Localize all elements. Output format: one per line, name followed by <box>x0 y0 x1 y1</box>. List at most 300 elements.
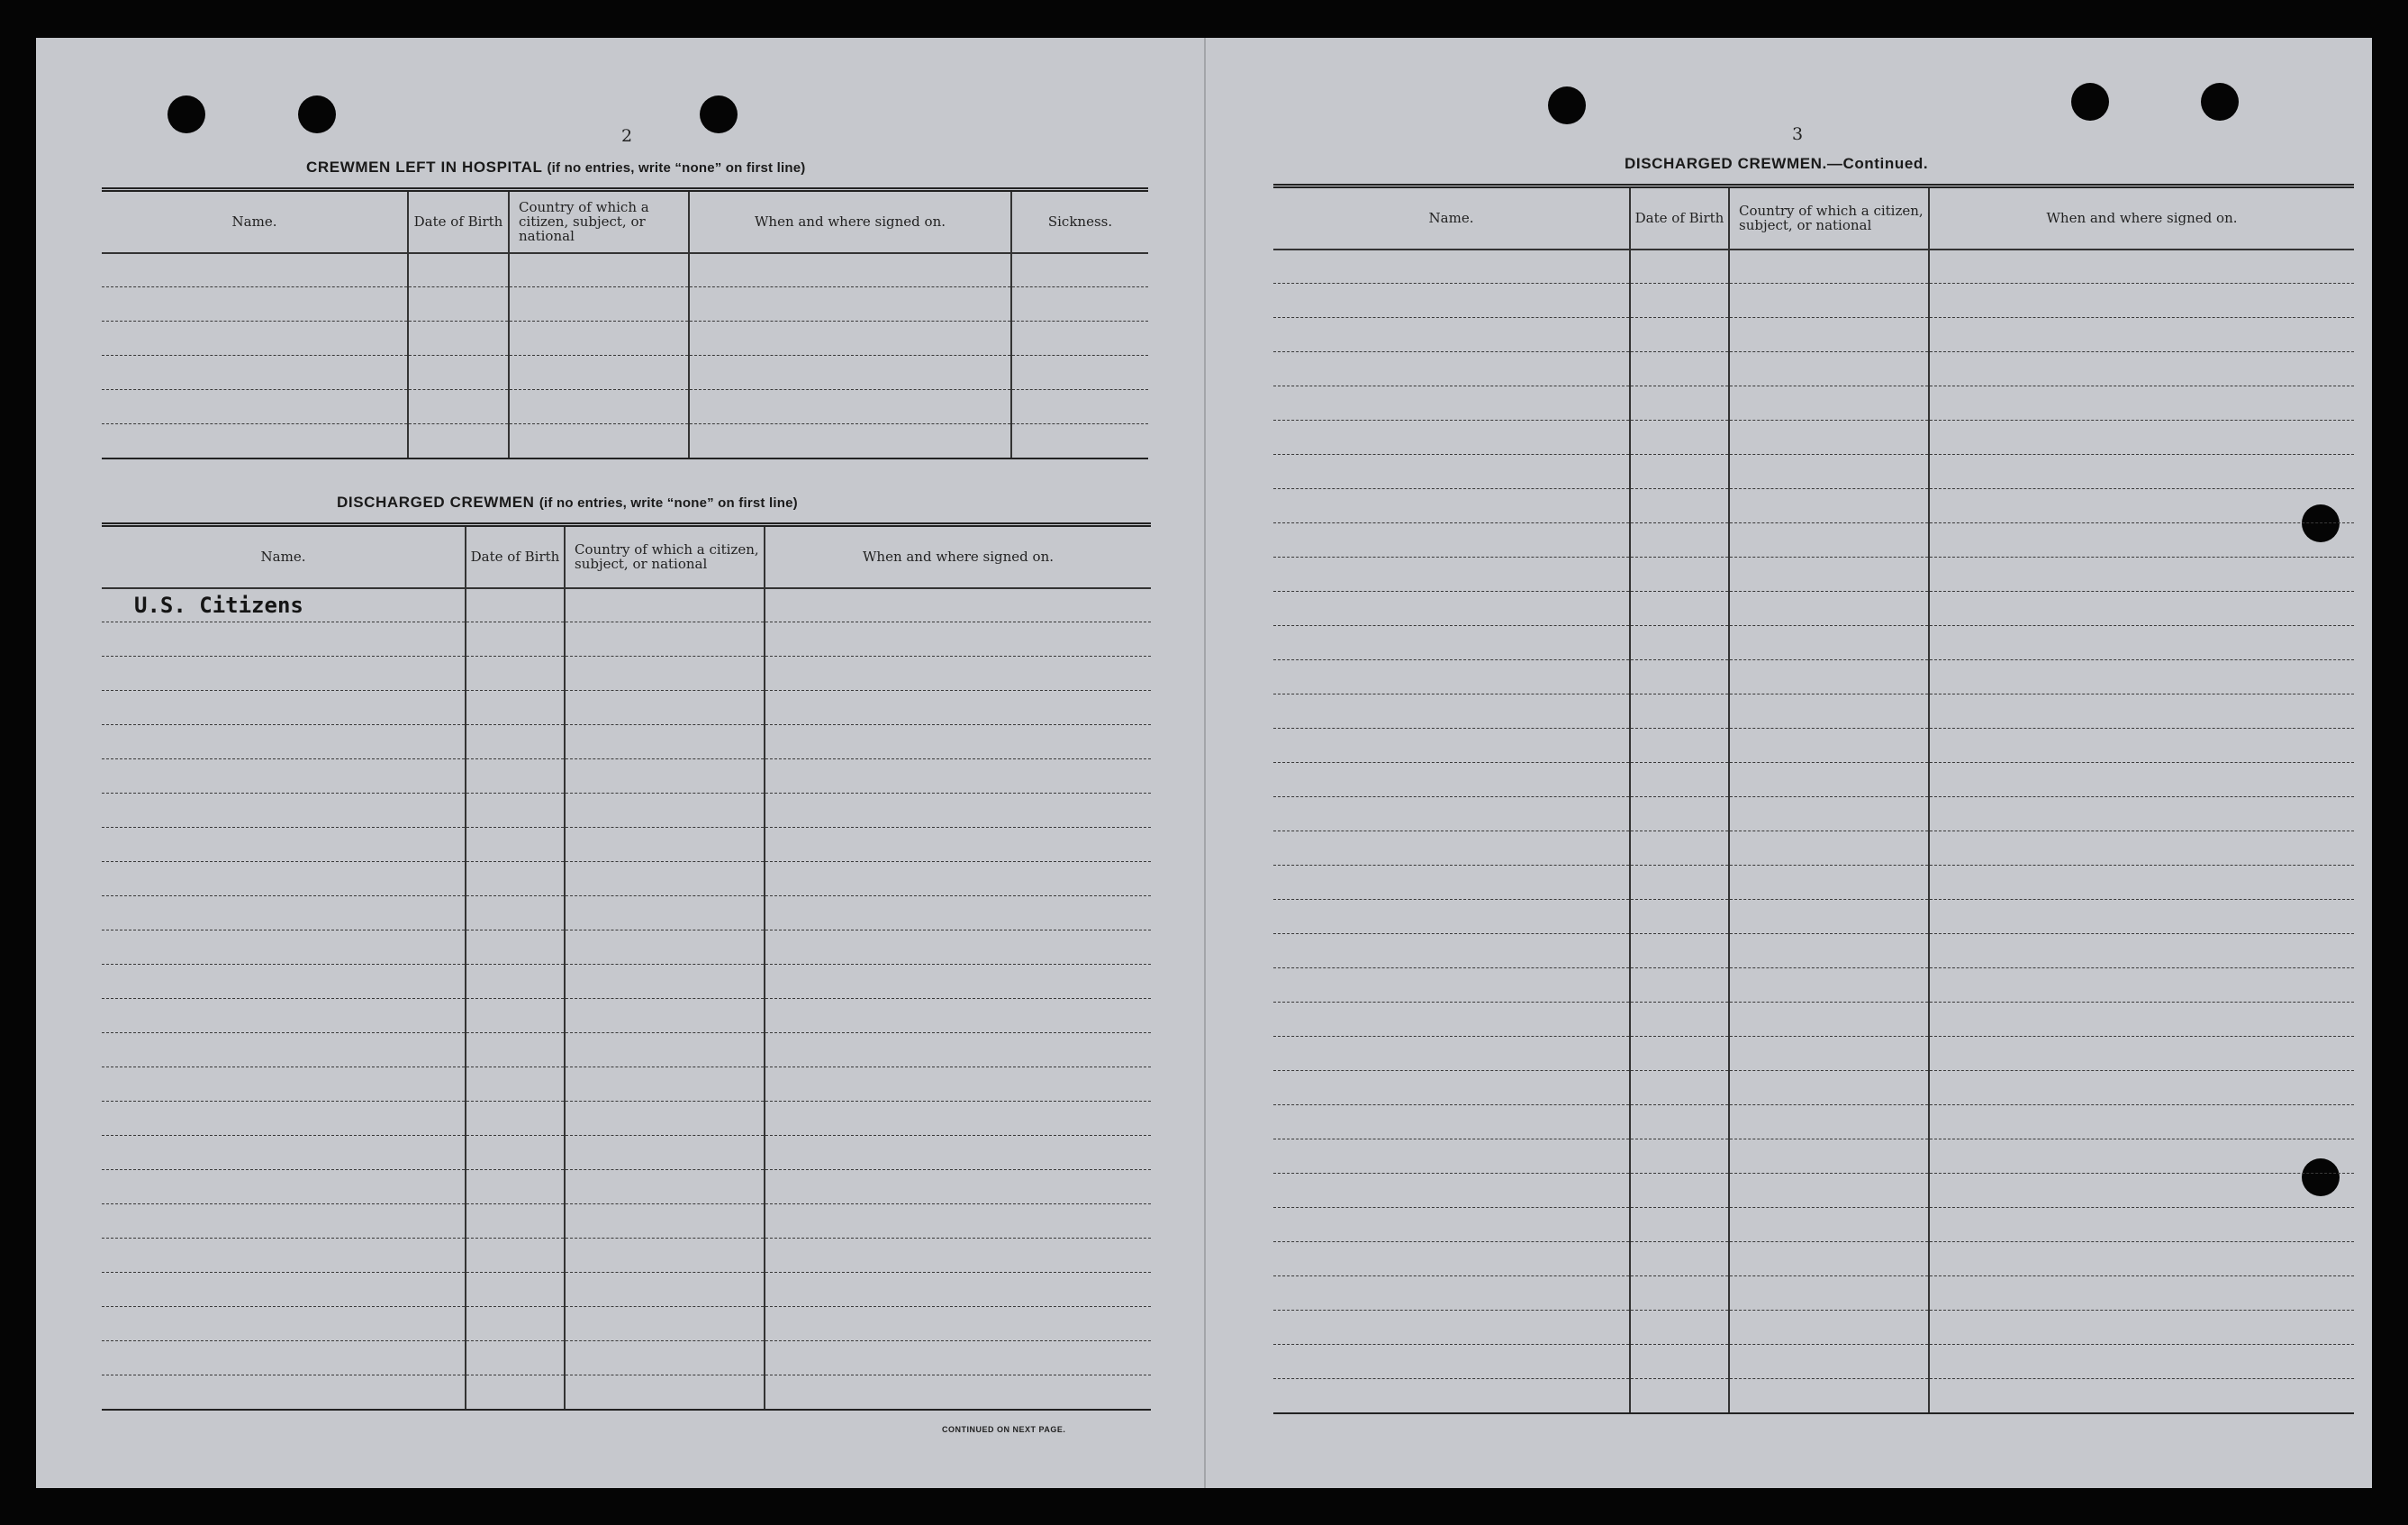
table-cell <box>1929 694 2354 729</box>
table-row <box>102 828 1151 862</box>
punch-hole <box>167 95 205 133</box>
table-cell <box>466 588 565 622</box>
table-cell <box>1929 729 2354 763</box>
table-cell <box>466 1033 565 1067</box>
table-cell <box>765 794 1151 828</box>
table-cell <box>102 287 408 322</box>
table-cell <box>689 287 1011 322</box>
table-row <box>1273 489 2354 523</box>
table-cell <box>1729 421 1929 455</box>
table-cell <box>102 356 408 390</box>
table-cell <box>1273 489 1630 523</box>
table-cell <box>765 725 1151 759</box>
table-cell <box>1929 558 2354 592</box>
table-cell <box>1929 318 2354 352</box>
table-cell <box>1729 1208 1929 1242</box>
col-date-of-birth: Date of Birth <box>408 190 509 253</box>
continued-footer: CONTINUED ON NEXT PAGE. <box>942 1425 1066 1434</box>
table-row <box>102 622 1151 657</box>
table-row <box>102 1102 1151 1136</box>
table-row <box>1273 900 2354 934</box>
table-cell <box>565 1375 765 1410</box>
table-row <box>102 1375 1151 1410</box>
table-row <box>102 424 1148 458</box>
table-cell <box>102 622 466 657</box>
table-cell <box>1729 729 1929 763</box>
table-cell <box>1273 352 1630 386</box>
table-cell <box>565 1273 765 1307</box>
col-country: Country of which a citizen, subject, or national <box>509 190 689 253</box>
table-cell <box>1929 1242 2354 1276</box>
table-cell <box>1729 523 1929 558</box>
table-cell <box>466 759 565 794</box>
table-cell <box>1630 1379 1729 1413</box>
table-cell <box>1729 592 1929 626</box>
table-cell <box>1929 968 2354 1003</box>
table-cell <box>509 390 689 424</box>
table-cell <box>102 725 466 759</box>
table-cell <box>408 253 509 287</box>
table-row <box>1273 1003 2354 1037</box>
table-cell <box>1630 1105 1729 1139</box>
table-cell <box>765 1375 1151 1410</box>
discharged-continued-title: DISCHARGED CREWMEN.—Continued. <box>1625 155 1929 172</box>
table-cell <box>466 1170 565 1204</box>
entry-name: U.S. Citizens <box>102 588 466 622</box>
table-cell <box>466 862 565 896</box>
table-cell <box>565 1239 765 1273</box>
table-cell <box>1729 900 1929 934</box>
table-cell <box>1929 1071 2354 1105</box>
table-row <box>102 862 1151 896</box>
table-cell <box>1929 592 2354 626</box>
table-cell <box>1630 831 1729 866</box>
table-cell <box>466 1136 565 1170</box>
table-cell <box>1630 284 1729 318</box>
col-name: Name. <box>102 525 466 588</box>
table-cell <box>565 1102 765 1136</box>
table-cell <box>1630 489 1729 523</box>
table-cell <box>408 287 509 322</box>
page-number-right: 3 <box>1792 124 1804 144</box>
table-cell <box>1630 694 1729 729</box>
table-cell <box>102 424 408 458</box>
table-cell <box>565 965 765 999</box>
table-row <box>1273 968 2354 1003</box>
table-cell <box>565 1341 765 1375</box>
table-cell <box>565 725 765 759</box>
table-row <box>1273 455 2354 489</box>
table-row <box>102 725 1151 759</box>
table-row <box>1273 523 2354 558</box>
table-cell <box>765 759 1151 794</box>
table-cell <box>765 965 1151 999</box>
table-cell <box>1729 694 1929 729</box>
table-cell <box>1630 1139 1729 1174</box>
table-cell <box>1729 660 1929 694</box>
table-cell <box>1630 1071 1729 1105</box>
table-cell <box>1929 1276 2354 1311</box>
table-row <box>1273 797 2354 831</box>
table-cell <box>1630 1242 1729 1276</box>
table-row <box>102 657 1151 691</box>
table-cell <box>565 1307 765 1341</box>
punch-hole <box>1548 86 1586 124</box>
table-cell <box>1630 352 1729 386</box>
table-cell <box>1011 356 1148 390</box>
punch-hole <box>2201 83 2239 121</box>
table-cell <box>466 1375 565 1410</box>
table-cell <box>102 930 466 965</box>
table-cell <box>765 1170 1151 1204</box>
table-cell <box>1729 626 1929 660</box>
table-cell <box>765 1067 1151 1102</box>
table-cell <box>1929 1139 2354 1174</box>
table-cell <box>1630 934 1729 968</box>
table-cell <box>1011 424 1148 458</box>
table-row <box>102 1170 1151 1204</box>
table-cell <box>466 1273 565 1307</box>
page-number-left: 2 <box>621 126 633 146</box>
table-cell <box>1273 1139 1630 1174</box>
table-cell <box>1729 831 1929 866</box>
discharged-title: DISCHARGED CREWMEN <box>337 494 535 511</box>
table-row <box>102 1136 1151 1170</box>
table-cell <box>1929 1037 2354 1071</box>
table-row <box>1273 1037 2354 1071</box>
table-cell <box>1929 284 2354 318</box>
table-cell <box>102 253 408 287</box>
table-cell <box>102 862 466 896</box>
table-cell <box>1929 1174 2354 1208</box>
table-cell <box>1729 318 1929 352</box>
table-cell <box>466 657 565 691</box>
table-cell <box>1630 968 1729 1003</box>
table-cell <box>466 828 565 862</box>
table-cell <box>565 896 765 930</box>
discharged-title-note: (if no entries, write “none” on first line) <box>539 495 798 511</box>
table-row <box>1273 284 2354 318</box>
table-cell <box>1929 660 2354 694</box>
table-row <box>1273 592 2354 626</box>
table-cell <box>1630 660 1729 694</box>
table-cell <box>765 1204 1151 1239</box>
table-cell <box>1729 1311 1929 1345</box>
table-row <box>102 1067 1151 1102</box>
table-row <box>102 253 1148 287</box>
table-cell <box>1273 660 1630 694</box>
table-cell <box>765 999 1151 1033</box>
table-cell <box>1929 1208 2354 1242</box>
table-row <box>1273 352 2354 386</box>
table-cell <box>1273 1242 1630 1276</box>
table-cell <box>1929 1345 2354 1379</box>
table-row <box>1273 1276 2354 1311</box>
table-cell <box>1273 968 1630 1003</box>
hospital-title-note: (if no entries, write “none” on first line) <box>547 160 806 176</box>
table-row <box>102 1273 1151 1307</box>
table-cell <box>408 390 509 424</box>
table-cell <box>765 622 1151 657</box>
table-cell <box>102 1204 466 1239</box>
table-row <box>102 1239 1151 1273</box>
table-cell <box>466 691 565 725</box>
table-cell <box>1929 1003 2354 1037</box>
table-cell <box>565 657 765 691</box>
table-row <box>102 794 1151 828</box>
table-cell <box>466 965 565 999</box>
table-cell <box>1729 797 1929 831</box>
col-date-of-birth: Date of Birth <box>466 525 565 588</box>
table-cell <box>1630 729 1729 763</box>
table-cell <box>1729 489 1929 523</box>
table-cell <box>1273 729 1630 763</box>
table-cell <box>1630 318 1729 352</box>
table-cell <box>1929 455 2354 489</box>
table-row <box>102 322 1148 356</box>
table-row <box>1273 250 2354 284</box>
table-cell <box>1929 1311 2354 1345</box>
table-cell <box>765 1307 1151 1341</box>
table-cell <box>1729 1242 1929 1276</box>
table-cell <box>1630 523 1729 558</box>
table-row <box>102 1341 1151 1375</box>
table-cell <box>565 622 765 657</box>
table-cell <box>466 1067 565 1102</box>
table-cell <box>1929 386 2354 421</box>
table-cell <box>765 657 1151 691</box>
table-cell <box>1729 1174 1929 1208</box>
table-cell <box>1929 797 2354 831</box>
table-cell <box>1929 866 2354 900</box>
table-cell <box>1273 421 1630 455</box>
table-cell <box>466 1204 565 1239</box>
table-row <box>102 588 1151 622</box>
table-cell <box>102 828 466 862</box>
table-cell <box>102 1307 466 1341</box>
table-cell <box>1630 1003 1729 1037</box>
table-cell <box>1273 626 1630 660</box>
table-row <box>102 999 1151 1033</box>
table-row <box>1273 1105 2354 1139</box>
table-cell <box>1729 352 1929 386</box>
table-cell <box>1630 900 1729 934</box>
form-sheet <box>36 38 2372 1488</box>
col-date-of-birth: Date of Birth <box>1630 186 1729 250</box>
table-row <box>102 356 1148 390</box>
table-cell <box>565 1170 765 1204</box>
table-cell <box>1630 1276 1729 1311</box>
table-cell <box>466 725 565 759</box>
table-cell <box>102 794 466 828</box>
table-cell <box>1273 831 1630 866</box>
table-cell <box>1929 831 2354 866</box>
table-cell <box>765 1033 1151 1067</box>
table-cell <box>102 390 408 424</box>
table-cell <box>1630 250 1729 284</box>
table-row <box>1273 660 2354 694</box>
table-cell <box>1273 694 1630 729</box>
table-cell <box>565 1067 765 1102</box>
table-cell <box>1729 1139 1929 1174</box>
table-cell <box>565 794 765 828</box>
table-cell <box>1729 1071 1929 1105</box>
table-cell <box>765 1102 1151 1136</box>
table-cell <box>102 896 466 930</box>
table-cell <box>1929 626 2354 660</box>
table-cell <box>1273 386 1630 421</box>
table-cell <box>509 424 689 458</box>
table-cell <box>1630 1311 1729 1345</box>
col-name: Name. <box>102 190 408 253</box>
table-cell <box>102 1136 466 1170</box>
table-cell <box>1630 592 1729 626</box>
table-cell <box>102 1067 466 1102</box>
table-cell <box>765 1341 1151 1375</box>
table-cell <box>565 691 765 725</box>
punch-hole <box>298 95 336 133</box>
table-cell <box>565 588 765 622</box>
table-cell <box>1273 1208 1630 1242</box>
table-cell <box>466 1239 565 1273</box>
table-cell <box>1929 489 2354 523</box>
table-row <box>1273 386 2354 421</box>
table-cell <box>102 759 466 794</box>
table-cell <box>1729 968 1929 1003</box>
table-cell <box>1630 763 1729 797</box>
table-cell <box>466 794 565 828</box>
table-cell <box>1630 1345 1729 1379</box>
table-cell <box>565 1204 765 1239</box>
table-cell <box>1273 1311 1630 1345</box>
table-cell <box>509 287 689 322</box>
table-cell <box>1929 934 2354 968</box>
table-row <box>1273 626 2354 660</box>
table-cell <box>102 965 466 999</box>
table-cell <box>102 1033 466 1067</box>
table-cell <box>102 322 408 356</box>
table-cell <box>765 1136 1151 1170</box>
table-cell <box>565 862 765 896</box>
table-cell <box>102 1375 466 1410</box>
hospital-title: CREWMEN LEFT IN HOSPITAL <box>306 159 543 176</box>
table-cell <box>1273 1174 1630 1208</box>
table-row <box>1273 1071 2354 1105</box>
table-row <box>1273 1311 2354 1345</box>
discharged-table-left <box>102 522 1151 1411</box>
punch-hole <box>700 95 738 133</box>
table-cell <box>1273 1003 1630 1037</box>
table-cell <box>466 1307 565 1341</box>
table-row <box>1273 934 2354 968</box>
hospital-table <box>102 187 1148 459</box>
page-fold <box>1204 38 1206 1488</box>
table-cell <box>1011 253 1148 287</box>
table-cell <box>408 322 509 356</box>
table-cell <box>1929 900 2354 934</box>
table-cell <box>466 622 565 657</box>
table-cell <box>765 588 1151 622</box>
table-cell <box>1273 558 1630 592</box>
table-cell <box>1273 250 1630 284</box>
table-cell <box>1729 1037 1929 1071</box>
table-cell <box>102 691 466 725</box>
table-cell <box>1729 934 1929 968</box>
table-cell <box>1273 1071 1630 1105</box>
table-row <box>102 691 1151 725</box>
table-row <box>1273 1345 2354 1379</box>
table-row <box>102 896 1151 930</box>
punch-hole <box>2071 83 2109 121</box>
col-signed-on: When and where signed on. <box>765 525 1151 588</box>
table-cell <box>1630 1037 1729 1071</box>
table-cell <box>1011 390 1148 424</box>
table-cell <box>565 1033 765 1067</box>
table-cell <box>1729 1105 1929 1139</box>
table-cell <box>689 424 1011 458</box>
table-cell <box>1273 1379 1630 1413</box>
table-cell <box>1729 763 1929 797</box>
discharged-table-right <box>1273 184 2354 1414</box>
table-cell <box>1011 322 1148 356</box>
table-cell <box>466 1102 565 1136</box>
table-row <box>102 930 1151 965</box>
table-cell <box>1729 284 1929 318</box>
table-cell <box>102 657 466 691</box>
table-cell <box>1273 1276 1630 1311</box>
table-row <box>102 1033 1151 1067</box>
table-cell <box>102 1239 466 1273</box>
discharged-section-title <box>337 494 798 512</box>
table-row <box>1273 866 2354 900</box>
table-cell <box>1729 1345 1929 1379</box>
table-cell <box>565 1136 765 1170</box>
table-cell <box>1729 866 1929 900</box>
col-signed-on: When and where signed on. <box>689 190 1011 253</box>
table-cell <box>765 828 1151 862</box>
table-cell <box>1273 934 1630 968</box>
table-cell <box>1929 421 2354 455</box>
col-name: Name. <box>1273 186 1630 250</box>
table-row <box>1273 1174 2354 1208</box>
table-cell <box>466 930 565 965</box>
hospital-section-title <box>306 159 805 177</box>
col-sickness: Sickness. <box>1011 190 1148 253</box>
table-row <box>102 759 1151 794</box>
table-cell <box>565 828 765 862</box>
table-cell <box>1273 1345 1630 1379</box>
table-cell <box>765 930 1151 965</box>
table-cell <box>1630 455 1729 489</box>
table-row <box>102 390 1148 424</box>
table-cell <box>1729 1276 1929 1311</box>
table-cell <box>1273 1037 1630 1071</box>
table-cell <box>1273 318 1630 352</box>
table-cell <box>1929 523 2354 558</box>
table-cell <box>1630 1174 1729 1208</box>
table-row <box>1273 1208 2354 1242</box>
table-cell <box>1011 287 1148 322</box>
table-cell <box>1273 900 1630 934</box>
col-signed-on: When and where signed on. <box>1929 186 2354 250</box>
table-cell <box>1929 1379 2354 1413</box>
table-cell <box>1273 455 1630 489</box>
table-cell <box>1273 1105 1630 1139</box>
table-cell <box>1630 1208 1729 1242</box>
table-row <box>1273 318 2354 352</box>
col-country: Country of which a citizen, subject, or national <box>1729 186 1929 250</box>
table-cell <box>565 930 765 965</box>
